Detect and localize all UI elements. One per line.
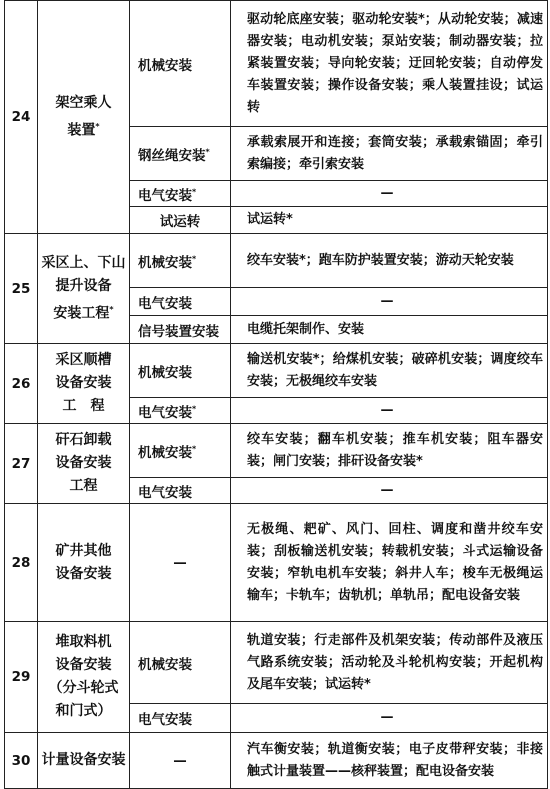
footnote-mark: * — [192, 404, 197, 413]
sub-item-text: 机械安装 — [138, 57, 192, 74]
footnote-mark: * — [109, 304, 114, 314]
item-number: 27 — [5, 424, 38, 504]
project-name-text: 采区顺槽 设备安装 工 程 — [55, 352, 112, 414]
item-number: 30 — [5, 733, 38, 789]
work-content: — — [231, 181, 548, 207]
work-content: 无极绳、耙矿、风门、回柱、调度和凿井绞车安装；刮板输送机安装；转载机安装；斗式运输设备安装；窄轨电机车安装；斜井人车；梭车无极绳运输车；卡轨车；齿轨机；单轨吊；配电设备安装 — [231, 504, 548, 622]
project-name — [38, 504, 130, 622]
sub-item-text: 信号装置安装 — [138, 323, 219, 340]
work-content: 汽车衡安装；轨道衡安装；电子皮带秤安装；非接触式计量装置——核秤装置；配电设备安装 — [231, 733, 548, 789]
work-content: 绞车安装*；跑车防护装置安装；游动天轮安装 — [231, 234, 548, 288]
sub-item-name — [130, 478, 231, 504]
footnote-mark: * — [192, 254, 197, 263]
project-name-text: 矸石卸载 设备安装 工程 — [55, 432, 112, 494]
item-number: 29 — [5, 622, 38, 733]
sub-item-text: — — [173, 752, 187, 769]
project-name — [38, 234, 130, 344]
sub-item-name — [130, 398, 231, 424]
work-content: 试运转* — [231, 207, 548, 234]
footnote-mark: * — [95, 121, 100, 131]
sub-item-name — [130, 234, 231, 288]
sub-item-name — [130, 424, 231, 478]
sub-item-name — [130, 504, 231, 622]
project-name — [38, 733, 130, 789]
installation-items-table — [4, 0, 548, 789]
project-name — [38, 622, 130, 733]
work-content: 电缆托架制作、安装 — [231, 316, 548, 344]
project-name — [38, 1, 130, 234]
sub-item-text: 电气安装 — [138, 484, 192, 501]
sub-item-name — [130, 622, 231, 704]
work-content: — — [231, 704, 548, 733]
item-number: 24 — [5, 1, 38, 234]
sub-item-text: 电气安装 — [138, 295, 192, 312]
work-content: 驱动轮底座安装；驱动轮安装*；从动轮安装；减速器安装；电动机安装；泵站安装；制动器安装；拉紧装置安装；导向轮安装；迂回轮安装；自动停发车装置安装；操作设备安装；乘人装置挂设；试运转 — [231, 1, 548, 127]
sub-item-text: 电气安装 — [138, 404, 192, 421]
work-content: 轨道安装；行走部件及机架安装；传动部件及液压气路系统安装；活动轮及斗轮机构安装；开起机构及尾车安装；试运转* — [231, 622, 548, 704]
work-content: 绞车安装；翻车机安装；推车机安装；阻车器安装；闸门安装；排矸设备安装* — [231, 424, 548, 478]
project-name — [38, 344, 130, 424]
sub-item-name — [130, 127, 231, 181]
item-number: 26 — [5, 344, 38, 424]
work-content: 输送机安装*；给煤机安装；破碎机安装；调度绞车安装；无极绳绞车安装 — [231, 344, 548, 398]
sub-item-name — [130, 316, 231, 344]
sub-item-text: 机械安装 — [138, 444, 192, 461]
project-name-text: 计量设备安装 — [41, 752, 126, 768]
work-content: 承载索展开和连接；套筒安装；承载索锚固；牵引索编接；牵引索安装 — [231, 127, 548, 181]
footnote-mark: * — [192, 444, 197, 453]
item-number: 25 — [5, 234, 38, 344]
sub-item-name — [130, 1, 231, 127]
work-content: — — [231, 478, 548, 504]
work-content: — — [231, 398, 548, 424]
sub-item-name — [130, 704, 231, 733]
item-number: 28 — [5, 504, 38, 622]
sub-item-text: 机械安装 — [138, 656, 192, 673]
footnote-mark: * — [192, 187, 197, 196]
sub-item-text: 电气安装 — [138, 712, 192, 728]
footnote-mark: * — [205, 147, 210, 156]
sub-item-text: 电气安装 — [138, 187, 192, 204]
sub-item-name — [130, 207, 231, 234]
work-content: — — [231, 288, 548, 316]
sub-item-name — [130, 733, 231, 789]
project-name-text: 架空乘人 装置 — [55, 94, 112, 139]
project-name-text: 矿井其他 设备安装 — [55, 542, 112, 582]
sub-item-name — [130, 288, 231, 316]
project-name-text: 堆取料机 设备安装 （分斗轮式 和门式） — [48, 634, 119, 719]
sub-item-text: 钢丝绳安装 — [138, 147, 206, 164]
sub-item-text: 机械安装 — [138, 254, 192, 271]
project-name — [38, 424, 130, 504]
sub-item-text: 试运转 — [159, 214, 201, 230]
sub-item-text: — — [173, 554, 187, 571]
sub-item-text: 机械安装 — [138, 364, 192, 381]
sub-item-name — [130, 181, 231, 207]
sub-item-name — [130, 344, 231, 398]
project-name-text: 采区上、下山 提升设备 安装工程 — [41, 254, 126, 322]
